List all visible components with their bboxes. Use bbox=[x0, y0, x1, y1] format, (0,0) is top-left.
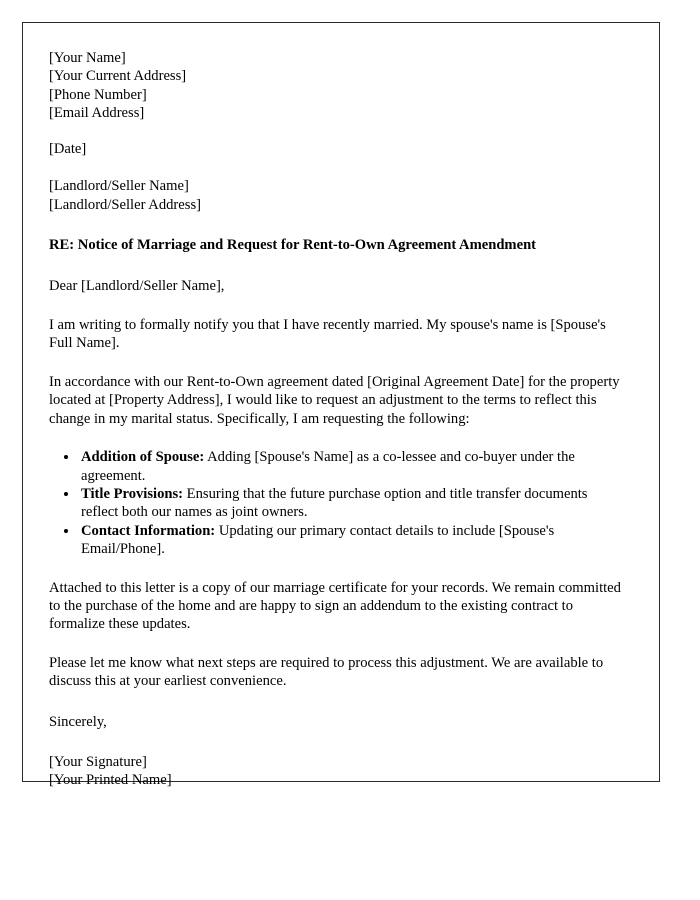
list-item bbox=[79, 448, 627, 485]
paragraph-request: In accordance with our Rent-to-Own agreement dated [Original Agreement Date] for the property located at [Property Address], I would like to request an adjustment to the terms to reflect this change in my marital status. Specifically, I am requesting the following: bbox=[49, 373, 620, 427]
list-item-label: Title Provisions: bbox=[81, 485, 184, 502]
list-item-text: Updating our primary contact details to include [Spouse's Email/Phone]. bbox=[81, 522, 555, 558]
sender-phone: [Phone Number] bbox=[49, 86, 147, 103]
list-item bbox=[79, 485, 627, 522]
spacer-after-date bbox=[49, 158, 627, 177]
list-item-label: Contact Information: bbox=[81, 522, 216, 539]
recipient-address-block bbox=[49, 177, 627, 214]
signature-placeholder: [Your Signature] bbox=[49, 753, 147, 770]
paragraph-attachment: Attached to this letter is a copy of our marriage certificate for your records. We remain committed to the purchase of the home and are happy to sign an addendum to the existing contract to formalize these updates. bbox=[49, 579, 621, 633]
paragraph-next-steps: Please let me know what next steps are required to process this adjustment. We are available to discuss this at your earliest convenience. bbox=[49, 654, 604, 690]
date-block bbox=[49, 140, 627, 158]
recipient-name: [Landlord/Seller Name] bbox=[49, 178, 189, 195]
printed-name-placeholder: [Your Printed Name] bbox=[49, 772, 172, 789]
recipient-address: [Landlord/Seller Address] bbox=[49, 196, 201, 213]
requested-amendments-list bbox=[49, 448, 627, 558]
salutation-line: Dear [Landlord/Seller Name], bbox=[49, 278, 225, 295]
letter-content bbox=[49, 49, 627, 790]
list-item-text: Adding [Spouse's Name] as a co-lessee and co-buyer under the agreement. bbox=[81, 449, 575, 484]
list-item-text: Ensuring that the future purchase option and title transfer documents reflect both our names as joint owners. bbox=[81, 485, 588, 521]
list-item-label: Addition of Spouse: bbox=[81, 449, 205, 466]
sender-address-block bbox=[49, 49, 627, 122]
letter-date: [Date] bbox=[49, 141, 87, 158]
list-item bbox=[79, 522, 627, 559]
sender-street-address: [Your Current Address] bbox=[49, 68, 187, 85]
paragraph-intro: I am writing to formally notify you that I have recently married. My spouse's name is [Spouse's Full Name]. bbox=[49, 317, 606, 352]
sender-email: [Email Address] bbox=[49, 104, 145, 121]
document-page-border bbox=[22, 22, 660, 789]
subject-line: RE: Notice of Marriage and Request for Rent-to-Own Agreement Amendment bbox=[49, 237, 537, 254]
signature-block bbox=[49, 753, 627, 790]
sender-name: [Your Name] bbox=[49, 50, 126, 66]
closing-line: Sincerely, bbox=[49, 713, 107, 730]
spacer-after-sender bbox=[49, 122, 627, 140]
